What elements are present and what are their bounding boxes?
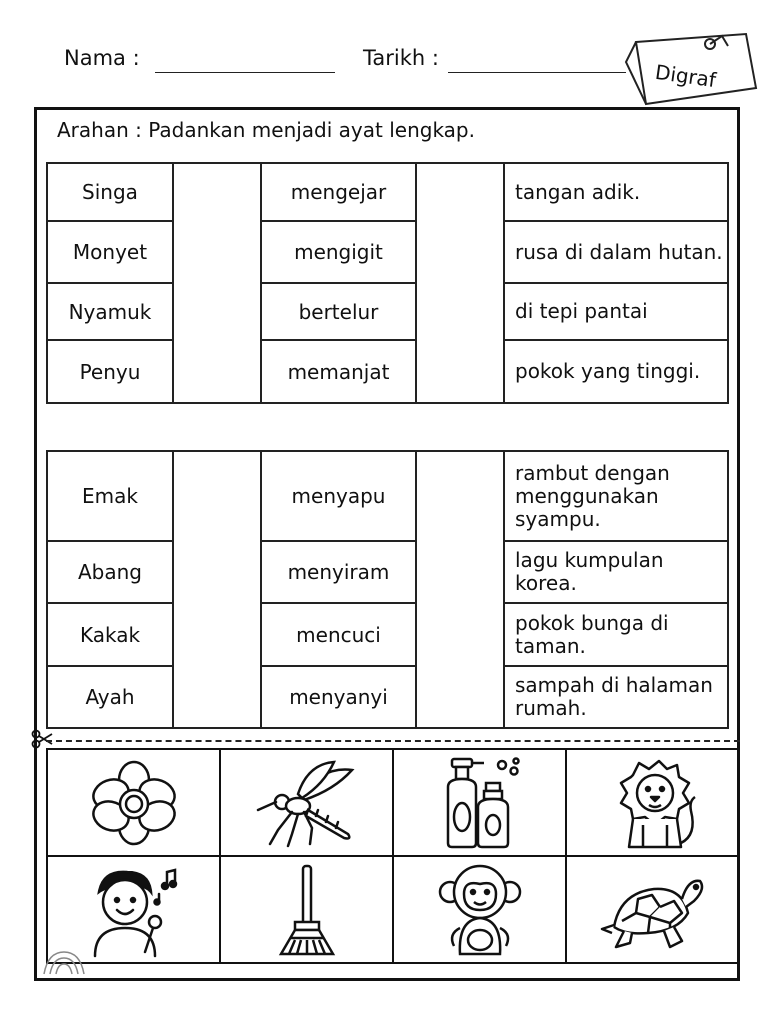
- picture-cell[interactable]: [47, 749, 220, 856]
- instruction-text: Arahan : Padankan menjadi ayat lengkap.: [57, 118, 475, 142]
- object-cell[interactable]: lagu kumpulan korea.: [504, 541, 728, 603]
- verb-cell[interactable]: menyapu: [261, 451, 416, 541]
- flower-icon: [89, 758, 179, 848]
- verb-cell[interactable]: bertelur: [261, 283, 416, 340]
- picture-cell[interactable]: [393, 749, 566, 856]
- date-label: Tarikh :: [363, 46, 439, 70]
- table-row: [47, 451, 728, 541]
- tag-label: Digraf: [653, 59, 718, 93]
- verb-cell[interactable]: memanjat: [261, 340, 416, 403]
- subject-cell[interactable]: Emak: [47, 451, 173, 541]
- match-gap[interactable]: [173, 163, 261, 403]
- picture-cell[interactable]: [393, 856, 566, 963]
- table-row: [47, 541, 728, 603]
- name-field-line[interactable]: [155, 72, 335, 73]
- date-field-line[interactable]: [448, 72, 626, 73]
- turtle-icon: [598, 865, 708, 955]
- mosquito-icon: [252, 758, 362, 848]
- subject-cell[interactable]: Penyu: [47, 340, 173, 403]
- table-row: [47, 666, 728, 728]
- singing-boy-icon: [79, 862, 189, 958]
- table-row: [47, 163, 728, 221]
- subject-cell[interactable]: Ayah: [47, 666, 173, 728]
- match-gap[interactable]: [416, 451, 504, 728]
- matching-table-1: [46, 162, 729, 404]
- monkey-icon: [430, 862, 530, 958]
- picture-cell[interactable]: [220, 856, 393, 963]
- object-cell[interactable]: rusa di dalam hutan.: [504, 221, 728, 283]
- broom-icon: [267, 862, 347, 958]
- object-cell[interactable]: sampah di halaman rumah.: [504, 666, 728, 728]
- picture-grid: [46, 748, 740, 964]
- table-row: [47, 603, 728, 666]
- match-gap[interactable]: [416, 163, 504, 403]
- lion-icon: [603, 755, 703, 851]
- object-cell[interactable]: pokok bunga di taman.: [504, 603, 728, 666]
- object-cell[interactable]: rambut dengan menggunakan syampu.: [504, 451, 728, 541]
- picture-row: [47, 749, 739, 856]
- subject-cell[interactable]: Monyet: [47, 221, 173, 283]
- object-cell[interactable]: pokok yang tinggi.: [504, 340, 728, 403]
- table-row: [47, 283, 728, 340]
- picture-cell[interactable]: [566, 856, 739, 963]
- matching-table-2: [46, 450, 729, 729]
- watermark-logo-icon: [40, 946, 88, 980]
- object-cell[interactable]: tangan adik.: [504, 163, 728, 221]
- subject-cell[interactable]: Kakak: [47, 603, 173, 666]
- cut-line: [46, 740, 740, 742]
- picture-row: [47, 856, 739, 963]
- shampoo-bottles-icon: [430, 755, 530, 851]
- subject-cell[interactable]: Abang: [47, 541, 173, 603]
- object-cell[interactable]: di tepi pantai: [504, 283, 728, 340]
- table-row: [47, 221, 728, 283]
- match-gap[interactable]: [173, 451, 261, 728]
- verb-cell[interactable]: mengigit: [261, 221, 416, 283]
- subject-cell[interactable]: Singa: [47, 163, 173, 221]
- table-row: [47, 340, 728, 403]
- verb-cell[interactable]: mengejar: [261, 163, 416, 221]
- verb-cell[interactable]: menyiram: [261, 541, 416, 603]
- picture-cell[interactable]: [220, 749, 393, 856]
- subject-cell[interactable]: Nyamuk: [47, 283, 173, 340]
- verb-cell[interactable]: menyanyi: [261, 666, 416, 728]
- verb-cell[interactable]: mencuci: [261, 603, 416, 666]
- name-label: Nama :: [64, 46, 140, 70]
- picture-cell[interactable]: [566, 749, 739, 856]
